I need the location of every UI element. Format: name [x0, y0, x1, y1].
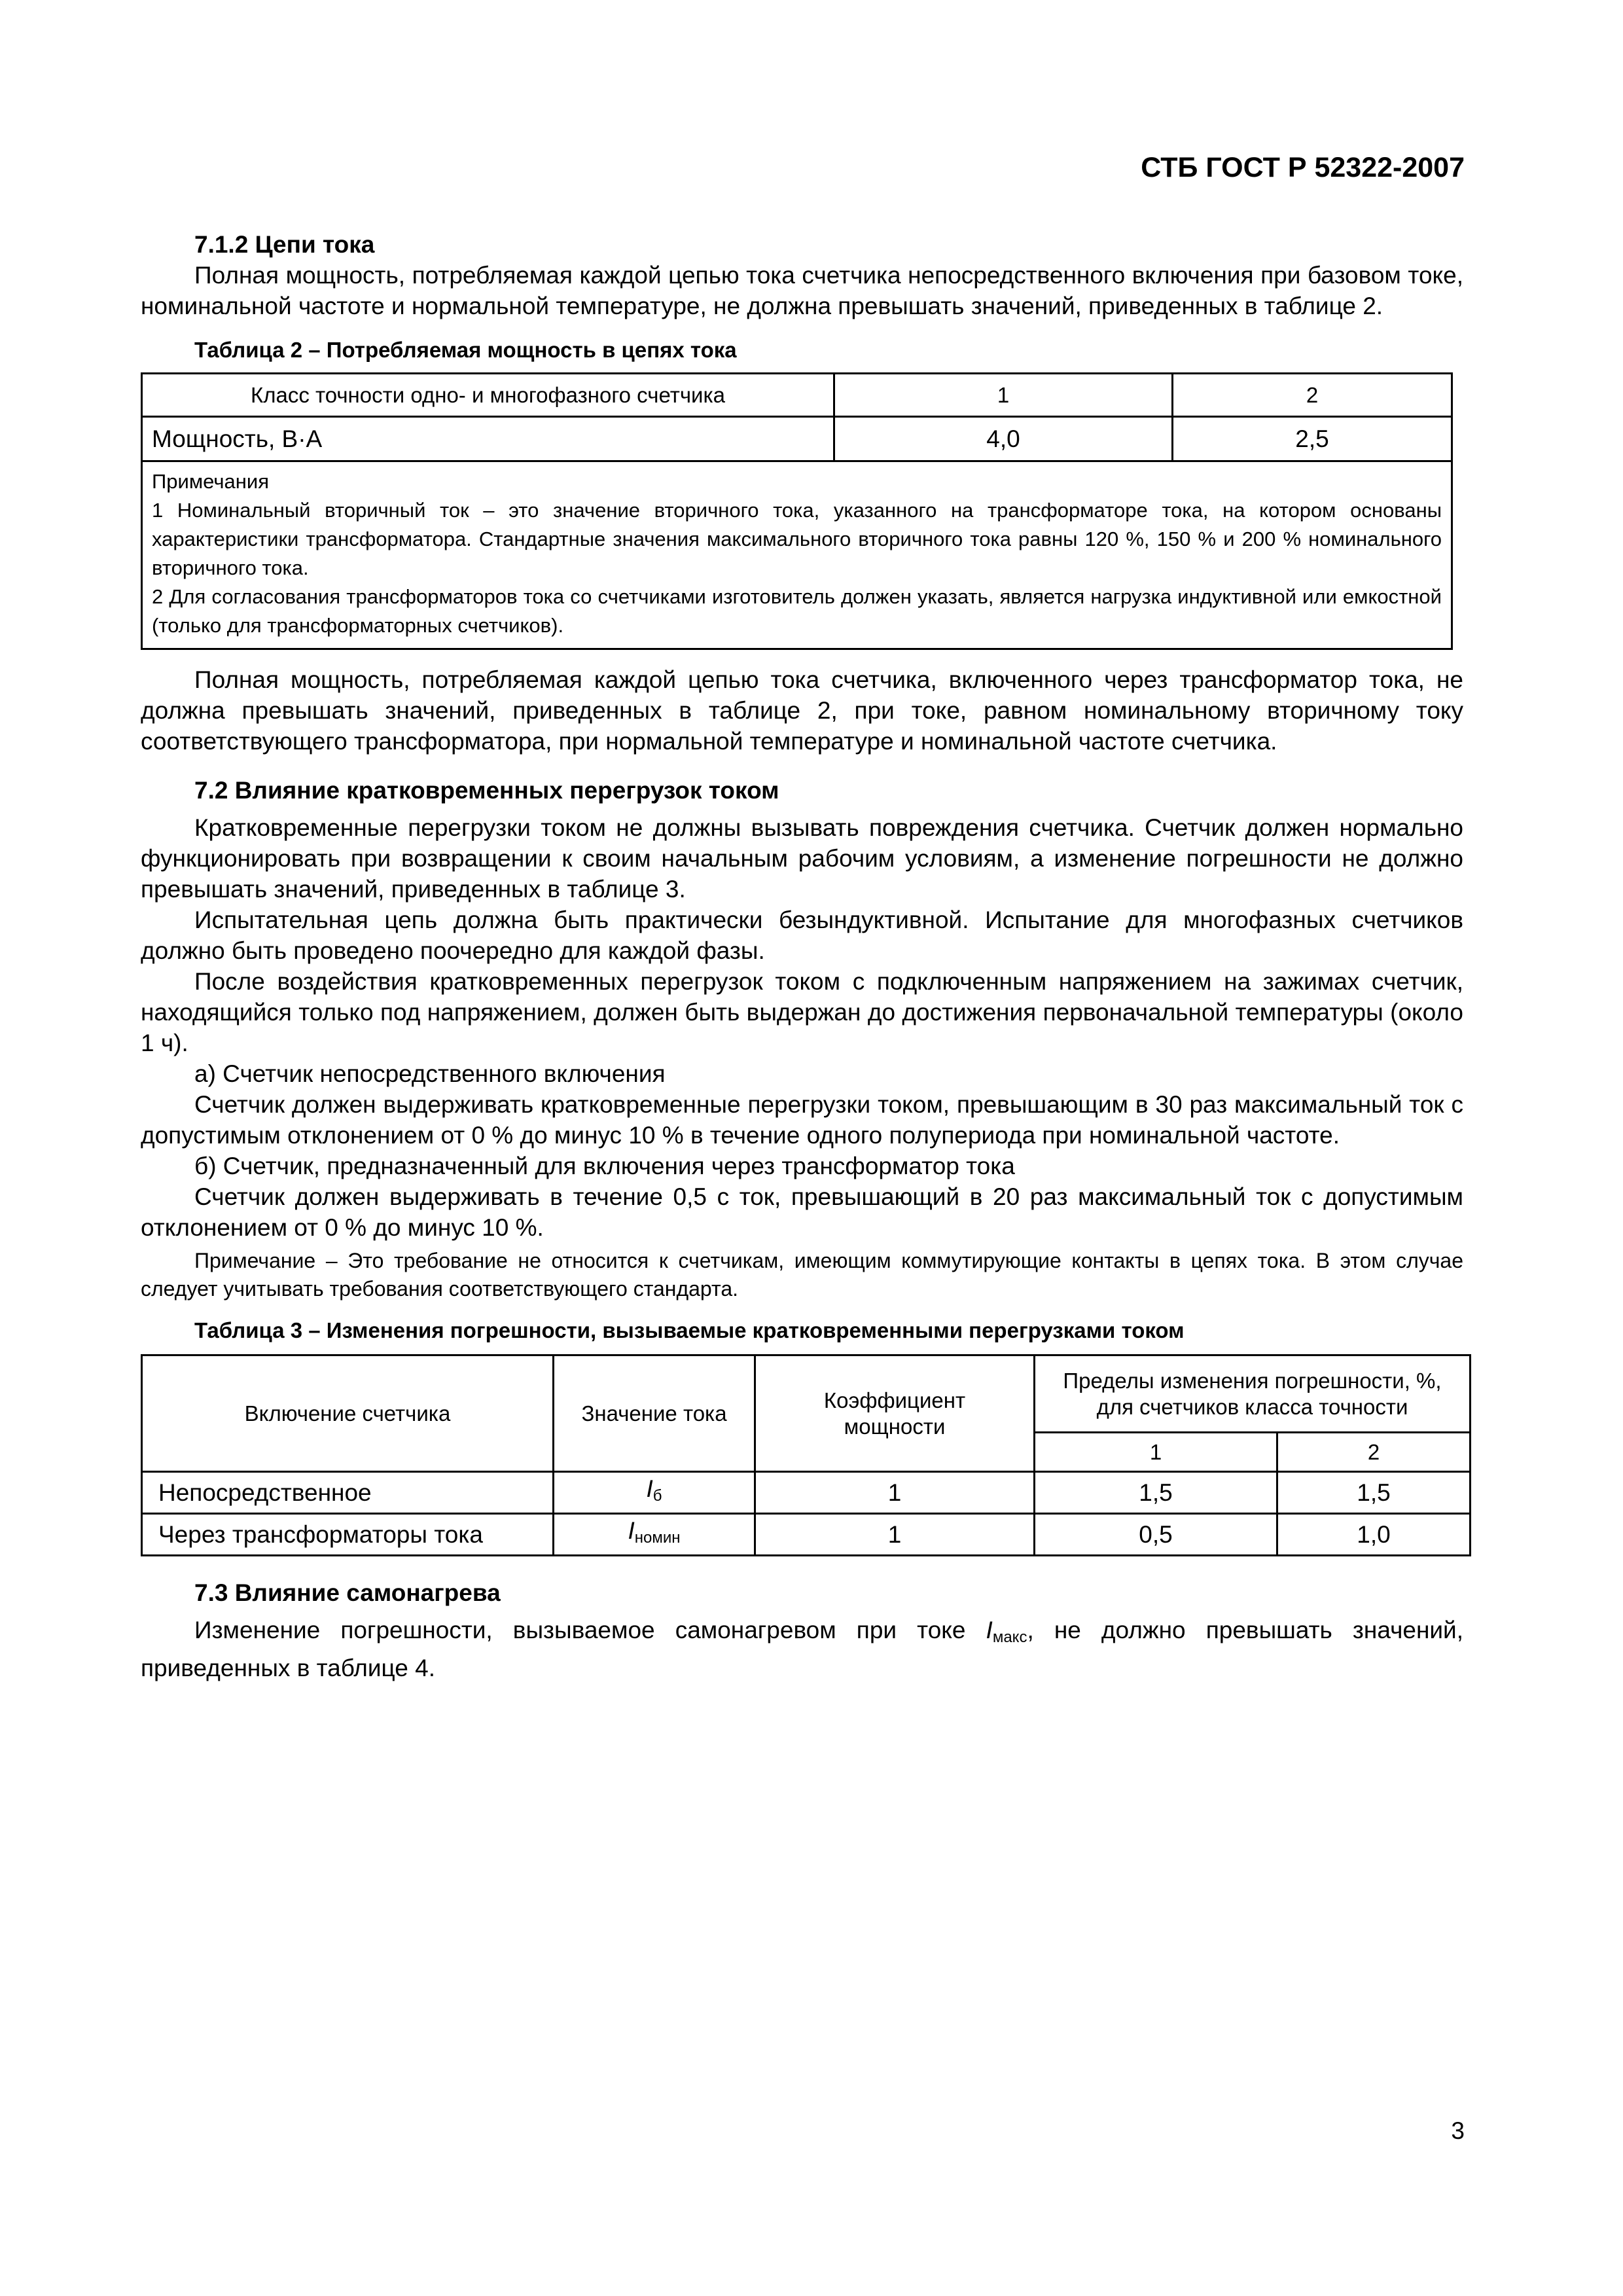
list-item-b: б) Счетчик, предназначенный для включения через трансформатор тока [194, 1153, 1015, 1179]
current-cell [554, 1514, 755, 1556]
current-symbol: I [646, 1475, 653, 1502]
current-subscript: номин [634, 1529, 681, 1547]
table-2-value-2: 2,5 [1173, 417, 1452, 461]
document-code: СТБ ГОСТ Р 52322-2007 [1141, 152, 1465, 183]
table-2-caption: Таблица 2 – Потребляемая мощность в цепях тока [194, 338, 737, 362]
text-part: , не должно превышать значений, приведенных в таблице 4. [141, 1617, 1463, 1681]
table-2-class-1: 1 [834, 374, 1173, 417]
table-3 [141, 1354, 1471, 1556]
class-2-cell: 1,0 [1277, 1514, 1471, 1556]
mode-cell: Через трансформаторы тока [142, 1514, 554, 1556]
power-factor-cell: 1 [755, 1472, 1035, 1514]
table-3-caption: Таблица 3 – Изменения погрешности, вызываемые кратковременными перегрузками током [194, 1318, 1185, 1342]
class-1-cell: 0,5 [1035, 1514, 1277, 1556]
paragraph: Счетчик должен выдерживать в течение 0,5 с ток, превышающий в 20 раз максимальный ток с допустимым отклонением от 0 % до минус 10 %. [141, 1183, 1463, 1241]
current-subscript: б [652, 1487, 662, 1505]
note-1: 1 Номинальный вторичный ток – это значение вторичного тока, указанного на трансформаторе тока, на котором основаны характеристики трансформатора. Стандартные значения максимального вторичного тока равны 120 %, 150 % и 200 % номинального вторичного тока. [152, 499, 1442, 579]
mode-cell: Непосредственное [142, 1472, 554, 1514]
table-2 [141, 372, 1453, 650]
note-2: 2 Для согласования трансформаторов тока со счетчиками изготовитель должен указать, является нагрузка индуктивной или емкостной (только для трансформаторных счетчиков). [152, 585, 1442, 637]
table-row [142, 1514, 1471, 1556]
table-3-class-2: 2 [1277, 1433, 1471, 1472]
current-symbol: I [628, 1517, 635, 1544]
current-symbol: I [986, 1617, 993, 1643]
table-2-class-2: 2 [1173, 374, 1452, 417]
notes-title: Примечания [152, 470, 269, 493]
section-7-1-2-heading: 7.1.2 Цепи тока [194, 231, 375, 258]
table-row [142, 1472, 1471, 1514]
table-3-class-1: 1 [1035, 1433, 1277, 1472]
paragraph: Счетчик должен выдерживать кратковременные перегрузки током, превышающим в 30 раз максимальный ток с допустимым отклонением от 0 % до минус 10 % в течение одного полупериода при номинальной частоте. [141, 1091, 1463, 1149]
paragraph [141, 1615, 1463, 1683]
note: Примечание – Это требование не относится к счетчикам, имеющим коммутирующие контакты в цепях тока. В этом случае следует учитывать требования соответствующего стандарта. [141, 1249, 1463, 1300]
table-2-notes [142, 461, 1452, 649]
table-2-header-label: Класс точности одно- и многофазного счетчика [142, 374, 834, 417]
paragraph: Кратковременные перегрузки током не должны вызывать повреждения счетчика. Счетчик должен нормально функционировать при возвращении к своим начальным рабочим условиям, а изменение погрешности не должно превышать значений, приведенных в таблице 3. [141, 814, 1463, 903]
section-7-3-heading: 7.3 Влияние самонагрева [194, 1579, 501, 1606]
current-subscript: макс [992, 1628, 1027, 1646]
class-2-cell: 1,5 [1277, 1472, 1471, 1514]
table-3-col-mode: Включение счетчика [142, 1355, 554, 1472]
table-2-row-label: Мощность, В·А [142, 417, 834, 461]
table-3-col-current: Значение тока [554, 1355, 755, 1472]
table-2-value-1: 4,0 [834, 417, 1173, 461]
current-cell [554, 1472, 755, 1514]
paragraph: Испытательная цепь должна быть практически безындуктивной. Испытание для многофазных счетчиков должно быть проведено поочередно для каждой фазы. [141, 906, 1463, 964]
class-1-cell: 1,5 [1035, 1472, 1277, 1514]
paragraph: После воздействия кратковременных перегрузок током с подключенным напряжением на зажимах счетчик, находящийся только под напряжением, должен быть выдержан до достижения первоначальной температуры (около 1 ч). [141, 968, 1463, 1056]
page-content [141, 229, 1463, 1683]
list-item-a: а) Счетчик непосредственного включения [194, 1060, 666, 1087]
table-3-col-power-factor: Коэффициент мощности [755, 1355, 1035, 1472]
power-factor-cell: 1 [755, 1514, 1035, 1556]
table-3-col-limits: Пределы изменения погрешности, %, для счетчиков класса точности [1035, 1355, 1471, 1433]
paragraph: Полная мощность, потребляемая каждой цепью тока счетчика, включенного через трансформатор тока, не должна превышать значений, приведенных в таблице 2, при токе, равном номинальному вторичному току соответствующего трансформатора, при нормальной температуре и номинальной частоте счетчика. [141, 666, 1463, 755]
text-part: Изменение погрешности, вызываемое самонагревом при токе [194, 1617, 986, 1643]
paragraph: Полная мощность, потребляемая каждой цепью тока счетчика непосредственного включения при базовом токе, номинальной частоте и нормальной температуре, не должна превышать значений, приведенных в таблице 2. [141, 262, 1463, 319]
page-number: 3 [1451, 2117, 1465, 2144]
section-7-2-heading: 7.2 Влияние кратковременных перегрузок током [194, 777, 779, 804]
